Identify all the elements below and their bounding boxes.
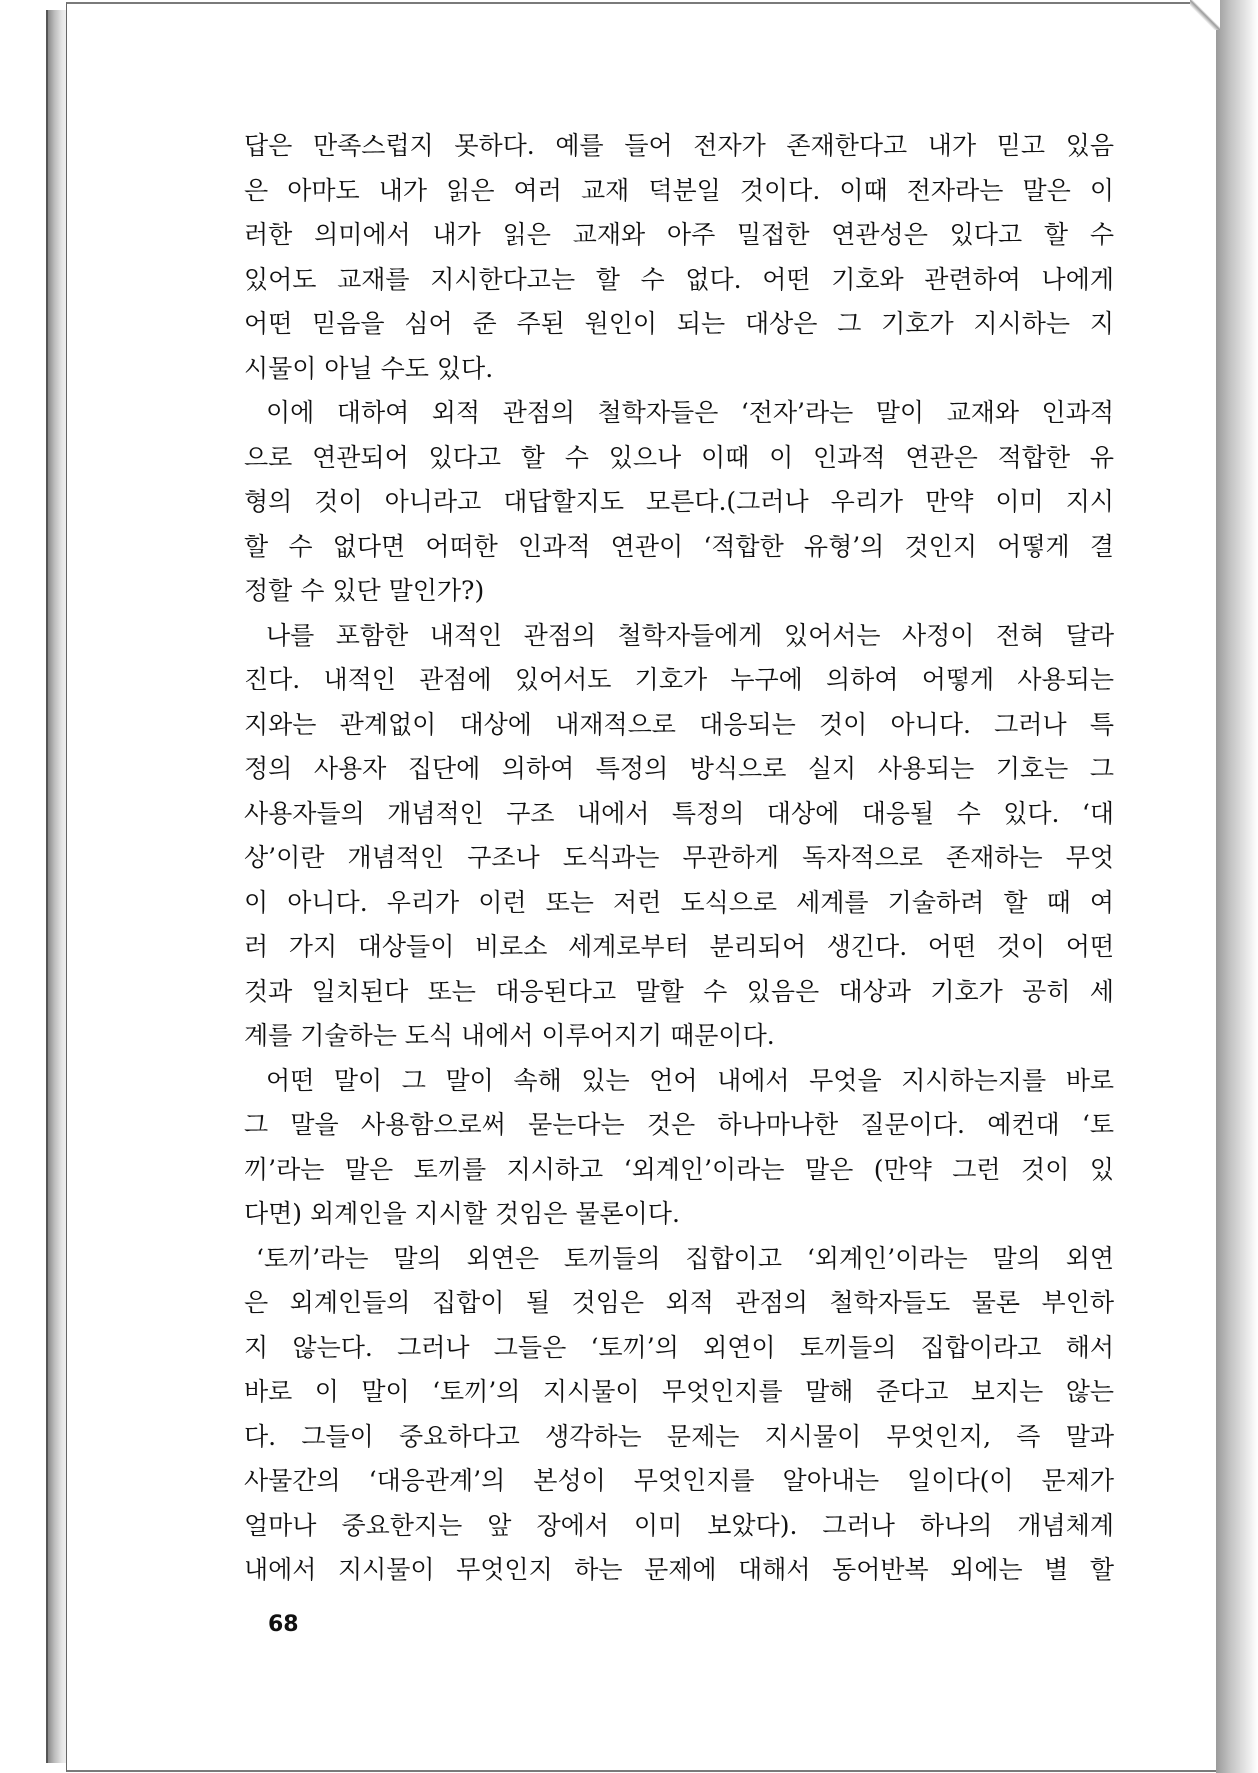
text-line: 정할 수 있단 말인가?)	[244, 576, 485, 605]
text-line: 진다. 내적인 관점에 있어서도 기호가 누구에 의하여 어떻게 사용되는	[244, 665, 1114, 694]
text-line: 할 수 없다면 어떠한 인과적 연관이 ‘적합한 유형’의 것인지 어떻게 결	[244, 531, 1114, 561]
paragraph-2	[244, 391, 1114, 614]
text-line: 사용자들의 개념적인 구조 내에서 특정의 대상에 대응될 수 있다. ‘대	[244, 798, 1114, 828]
text-line: 바로 이 말이 ‘토끼’의 지시물이 무엇인지를 말해 준다고 보지는 않는	[244, 1377, 1114, 1406]
page-corner-curl	[1190, 0, 1220, 30]
paragraph-1	[244, 124, 1114, 391]
text-line: 정의 사용자 집단에 의하여 특정의 방식으로 실지 사용되는 기호는 그	[244, 754, 1114, 783]
text-line: 답은 만족스럽지 못하다. 예를 들어 전자가 존재한다고 내가 믿고 있음	[244, 131, 1114, 160]
text-line: 것과 일치된다 또는 대응된다고 말할 수 있음은 대상과 기호가 공히 세	[244, 976, 1114, 1006]
paragraph-4	[244, 1059, 1114, 1237]
page-right-shadow	[1216, 0, 1258, 1773]
text-line: 형의 것이 아니라고 대답할지도 모른다.(그러나 우리가 만약 이미 지시	[244, 487, 1114, 516]
text-line: 어떤 말이 그 말이 속해 있는 언어 내에서 무엇을 지시하는지를 바로	[266, 1065, 1114, 1095]
text-line: 이 아니다. 우리가 이런 또는 저런 도식으로 세계를 기술하려 할 때 여	[244, 887, 1114, 917]
body-text	[244, 124, 1114, 1593]
text-line: 은 아마도 내가 읽은 여러 교재 덕분일 것이다. 이때 전자라는 말은 이	[244, 175, 1114, 205]
text-line: 러한 의미에서 내가 읽은 교재와 아주 밀접한 연관성은 있다고 할 수	[244, 220, 1114, 249]
book-edge-stack	[46, 10, 68, 1763]
text-line: 이에 대하여 외적 관점의 철학자들은 ‘전자’라는 말이 교재와 인과적	[266, 398, 1114, 427]
text-line: 은 외계인들의 집합이 될 것임은 외적 관점의 철학자들도 물론 부인하	[244, 1288, 1114, 1317]
text-line: 끼’라는 말은 토끼를 지시하고 ‘외계인’이라는 말은 (만약 그런 것이 있	[244, 1154, 1114, 1184]
text-line: 다. 그들이 중요하다고 생각하는 문제는 지시물이 무엇인지, 즉 말과	[244, 1421, 1114, 1451]
text-line: 상’이란 개념적인 구조나 도식과는 무관하게 독자적으로 존재하는 무엇	[244, 843, 1114, 872]
text-line: 내에서 지시물이 무엇인지 하는 문제에 대해서 동어반복 외에는 별 할	[244, 1555, 1114, 1584]
text-line: 으로 연관되어 있다고 할 수 있으나 이때 이 인과적 연관은 적합한 유	[244, 442, 1114, 472]
text-line: 있어도 교재를 지시한다고는 할 수 없다. 어떤 기호와 관련하여 나에게	[244, 264, 1114, 294]
paragraph-3	[244, 614, 1114, 1059]
text-line: 어떤 믿음을 심어 준 주된 원인이 되는 대상은 그 기호가 지시하는 지	[244, 309, 1114, 338]
text-line: 러 가지 대상들이 비로소 세계로부터 분리되어 생긴다. 어떤 것이 어떤	[244, 932, 1114, 961]
text-line: ‘토끼’라는 말의 외연은 토끼들의 집합이고 ‘외계인’이라는 말의 외연	[256, 1243, 1114, 1273]
paragraph-5	[244, 1237, 1114, 1593]
text-line: 지와는 관계없이 대상에 내재적으로 대응되는 것이 아니다. 그러나 특	[244, 709, 1114, 739]
text-line: 그 말을 사용함으로써 묻는다는 것은 하나마나한 질문이다. 예컨대 ‘토	[244, 1110, 1114, 1139]
text-line: 다면) 외계인을 지시할 것임은 물론이다.	[244, 1199, 680, 1228]
text-line: 계를 기술하는 도식 내에서 이루어지기 때문이다.	[244, 1021, 775, 1050]
page-number: 68	[268, 1612, 299, 1637]
text-line: 지 않는다. 그러나 그들은 ‘토끼’의 외연이 토끼들의 집합이라고 해서	[244, 1332, 1114, 1362]
text-line: 얼마나 중요한지는 앞 장에서 이미 보았다). 그러나 하나의 개념체계	[244, 1510, 1114, 1540]
text-line: 사물간의 ‘대응관계’의 본성이 무엇인지를 알아내는 일이다(이 문제가	[244, 1466, 1114, 1495]
text-line: 시물이 아닐 수도 있다.	[244, 353, 494, 383]
text-line: 나를 포함한 내적인 관점의 철학자들에게 있어서는 사정이 전혀 달라	[266, 620, 1114, 650]
